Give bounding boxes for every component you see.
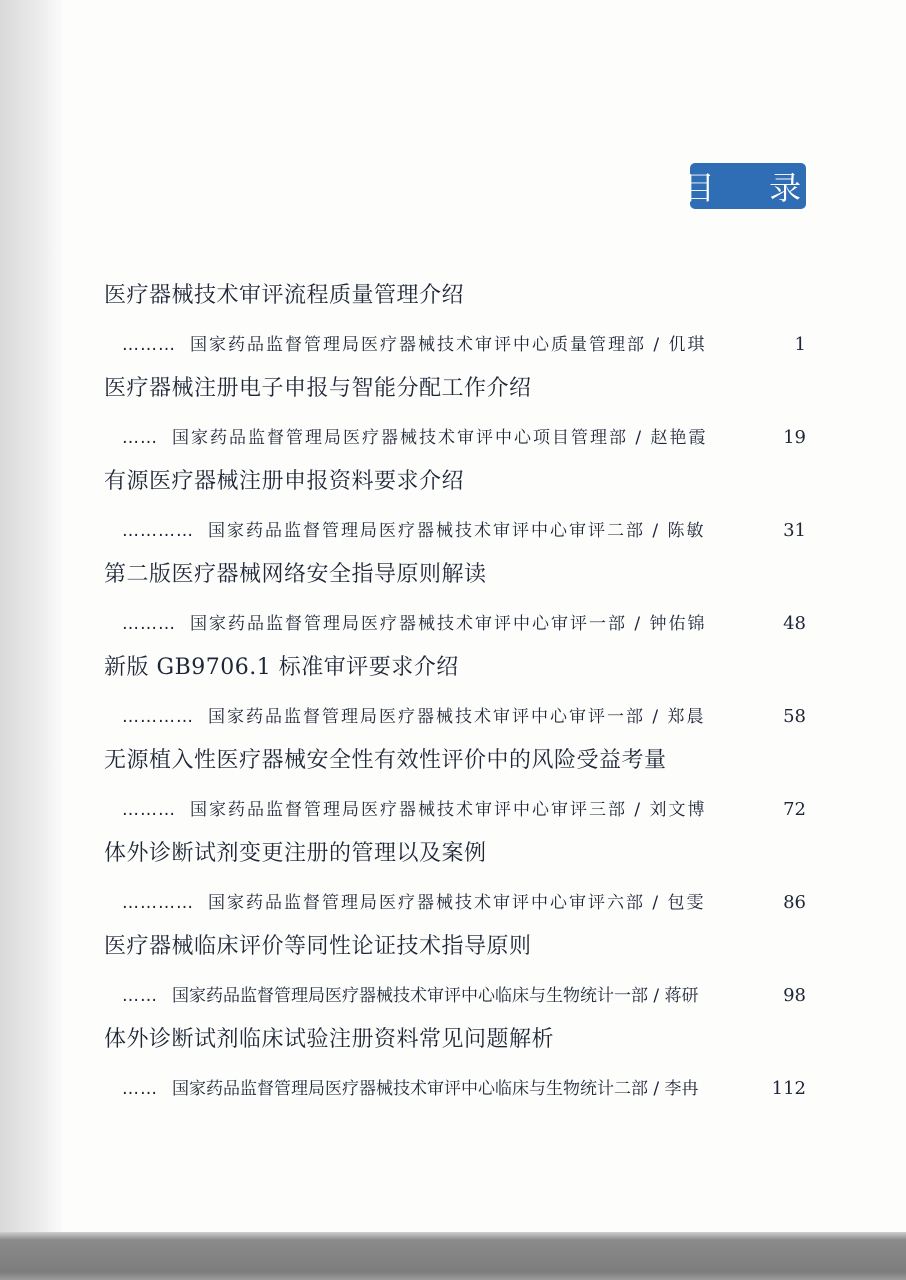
page-number: 98 [783, 985, 806, 1006]
dot-leader: ………… [122, 707, 194, 727]
toc-entry[interactable] [104, 456, 806, 549]
page-number: 31 [783, 520, 806, 541]
dot-leader: …… [122, 428, 158, 448]
toc-title-badge: 目 录 [690, 163, 806, 209]
toc-entry[interactable] [104, 363, 806, 456]
toc-entry[interactable] [104, 921, 806, 1014]
entry-author-line [122, 702, 806, 727]
entry-author: 国家药品监督管理局医疗器械技术审评中心审评一部 / 钟佑锦 [190, 614, 707, 634]
entry-author: 国家药品监督管理局医疗器械技术审评中心临床与生物统计二部 / 李冉 [172, 1079, 699, 1099]
entry-author-line [122, 795, 806, 820]
toc-entry[interactable] [104, 549, 806, 642]
page-number: 19 [783, 427, 806, 448]
entry-title: 第二版医疗器械网络安全指导原则解读 [104, 562, 487, 587]
entry-author-line [122, 330, 806, 355]
entry-author: 国家药品监督管理局医疗器械技术审评中心审评一部 / 郑晨 [208, 707, 706, 727]
page-number: 1 [794, 334, 806, 355]
entry-author: 国家药品监督管理局医疗器械技术审评中心审评三部 / 刘文博 [190, 800, 707, 820]
dot-leader: ……… [122, 614, 176, 634]
dot-leader: ……… [122, 800, 176, 820]
entry-author-line [122, 609, 806, 634]
page-number: 72 [783, 799, 806, 820]
entry-title: 体外诊断试剂临床试验注册资料常见问题解析 [104, 1027, 555, 1052]
dot-leader: ……… [122, 335, 176, 355]
entry-author-line [122, 423, 806, 448]
entry-author: 国家药品监督管理局医疗器械技术审评中心项目管理部 / 赵艳霞 [172, 428, 708, 448]
entry-title: 有源医疗器械注册申报资料要求介绍 [104, 469, 465, 494]
dot-leader: …… [122, 1079, 158, 1099]
entry-title: 医疗器械注册电子申报与智能分配工作介绍 [104, 376, 532, 401]
entry-title: 医疗器械技术审评流程质量管理介绍 [104, 283, 465, 308]
entry-author: 国家药品监督管理局医疗器械技术审评中心审评二部 / 陈敏 [208, 521, 706, 541]
page-number: 48 [783, 613, 806, 634]
entry-title: 体外诊断试剂变更注册的管理以及案例 [104, 841, 487, 866]
dot-leader: ………… [122, 893, 194, 913]
scan-bottom-edge [0, 1232, 906, 1280]
entry-author-line [122, 1074, 806, 1099]
spine-shadow [0, 0, 62, 1232]
dot-leader: …… [122, 986, 158, 1006]
dot-leader: ………… [122, 521, 194, 541]
toc-entry[interactable] [104, 642, 806, 735]
entry-author-line [122, 888, 806, 913]
entry-author-line [122, 516, 806, 541]
table-of-contents [104, 270, 806, 1107]
toc-entry[interactable] [104, 735, 806, 828]
entry-author: 国家药品监督管理局医疗器械技术审评中心质量管理部 / 仉琪 [190, 335, 707, 355]
toc-entry[interactable] [104, 1014, 806, 1107]
entry-title: 新版 GB9706.1 标准审评要求介绍 [104, 655, 459, 680]
entry-author: 国家药品监督管理局医疗器械技术审评中心审评六部 / 包雯 [208, 893, 706, 913]
page-number: 112 [771, 1078, 806, 1099]
entry-title: 无源植入性医疗器械安全性有效性评价中的风险受益考量 [104, 748, 667, 773]
toc-entry[interactable] [104, 828, 806, 921]
page-number: 86 [783, 892, 806, 913]
entry-author-line [122, 981, 806, 1006]
entry-author: 国家药品监督管理局医疗器械技术审评中心临床与生物统计一部 / 蒋研 [172, 986, 699, 1006]
page-number: 58 [783, 706, 806, 727]
entry-title: 医疗器械临床评价等同性论证技术指导原则 [104, 934, 532, 959]
toc-entry[interactable] [104, 270, 806, 363]
